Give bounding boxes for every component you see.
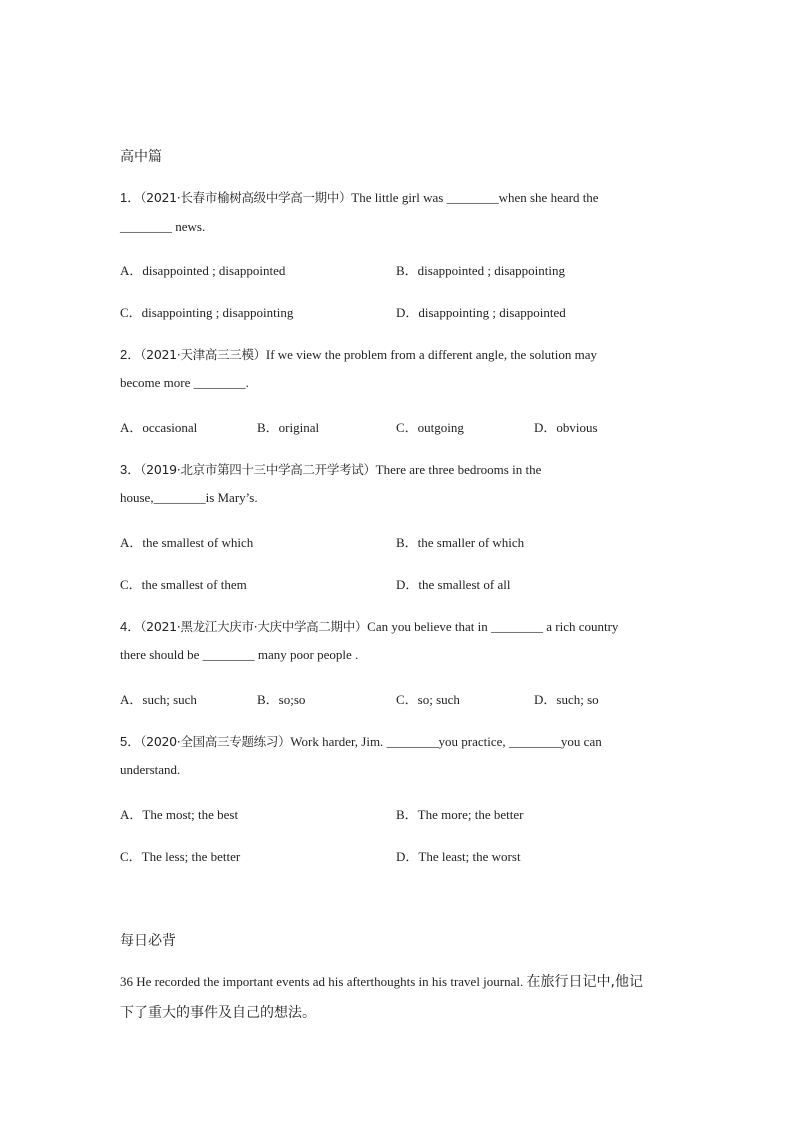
question-number: 5．: [120, 734, 141, 749]
question-3-option-d: D．the smallest of all: [396, 577, 511, 592]
question-2-option-b: B．original: [257, 420, 320, 435]
question-2-line-1: [120, 344, 597, 363]
section-title: 高中篇: [120, 149, 162, 165]
question-4-option-d: D．such; so: [534, 692, 599, 707]
daily-sentence-line-2: 下了重大的事件及自己的想法。: [120, 1005, 316, 1021]
question-3-option-c: C．the smallest of them: [120, 577, 247, 592]
question-1-line-1: [120, 187, 599, 206]
question-2-option-d: D．obvious: [534, 420, 598, 435]
question-source: （2019·北京市第四十三中学高二开学考试）: [140, 462, 376, 477]
question-5-line-2: understand.: [120, 762, 181, 777]
question-text: Work harder, Jim. ________you practice, ________you can: [290, 734, 602, 749]
question-3-line-1: [120, 459, 541, 478]
daily-sentence-chinese: 在旅行日记中,他记: [526, 974, 643, 990]
question-1-option-a: A．disappointed ; disappointed: [120, 263, 286, 278]
question-3-option-b: B．the smaller of which: [396, 535, 525, 550]
question-4-line-1: [120, 616, 618, 635]
question-number: 1．: [120, 190, 141, 205]
question-2-option-c: C．outgoing: [396, 420, 464, 435]
question-source: （2021·黑龙江大庆市·大庆中学高二期中）: [140, 619, 368, 634]
question-1-option-c: C．disappointing ; disappointing: [120, 305, 294, 320]
question-2-line-2: become more ________.: [120, 375, 249, 390]
daily-title: 每日必背: [120, 933, 176, 949]
question-source: （2020·全国高三专题练习）: [140, 734, 291, 749]
question-text: There are three bedrooms in the: [375, 462, 542, 477]
question-text: If we view the problem from a different angle, the solution may: [265, 347, 598, 362]
question-5-option-c: C．The less; the better: [120, 849, 241, 864]
daily-sentence-english: 36 He recorded the important events ad his afterthoughts in his travel journal.: [120, 974, 524, 989]
question-5-option-b: B．The more; the better: [396, 807, 524, 822]
question-3-line-2: house,________is Mary’s.: [120, 490, 258, 505]
question-number: 3．: [120, 462, 141, 477]
question-5-line-1: [120, 731, 602, 750]
question-1-option-b: B．disappointed ; disappointing: [396, 263, 565, 278]
question-text: Can you believe that in ________ a rich country: [367, 619, 619, 634]
question-4-option-a: A．such; such: [120, 692, 197, 707]
question-source: （2021·天津高三三模）: [140, 347, 266, 362]
question-4-line-2: there should be ________ many poor people .: [120, 647, 359, 662]
question-5-option-d: D．The least; the worst: [396, 849, 521, 864]
question-text: The little girl was ________when she heard the: [351, 190, 599, 205]
question-2-option-a: A．occasional: [120, 420, 198, 435]
question-5-option-a: A．The most; the best: [120, 807, 239, 822]
question-1-line-2: ________ news.: [120, 219, 206, 234]
daily-sentence-line-1: [120, 971, 643, 991]
question-3-option-a: A．the smallest of which: [120, 535, 254, 550]
question-4-option-b: B．so;so: [257, 692, 306, 707]
question-1-option-d: D．disappointing ; disappointed: [396, 305, 566, 320]
question-number: 2．: [120, 347, 141, 362]
question-number: 4．: [120, 619, 141, 634]
question-4-option-c: C．so; such: [396, 692, 460, 707]
question-source: （2021·长春市榆树高级中学高一期中）: [140, 190, 352, 205]
